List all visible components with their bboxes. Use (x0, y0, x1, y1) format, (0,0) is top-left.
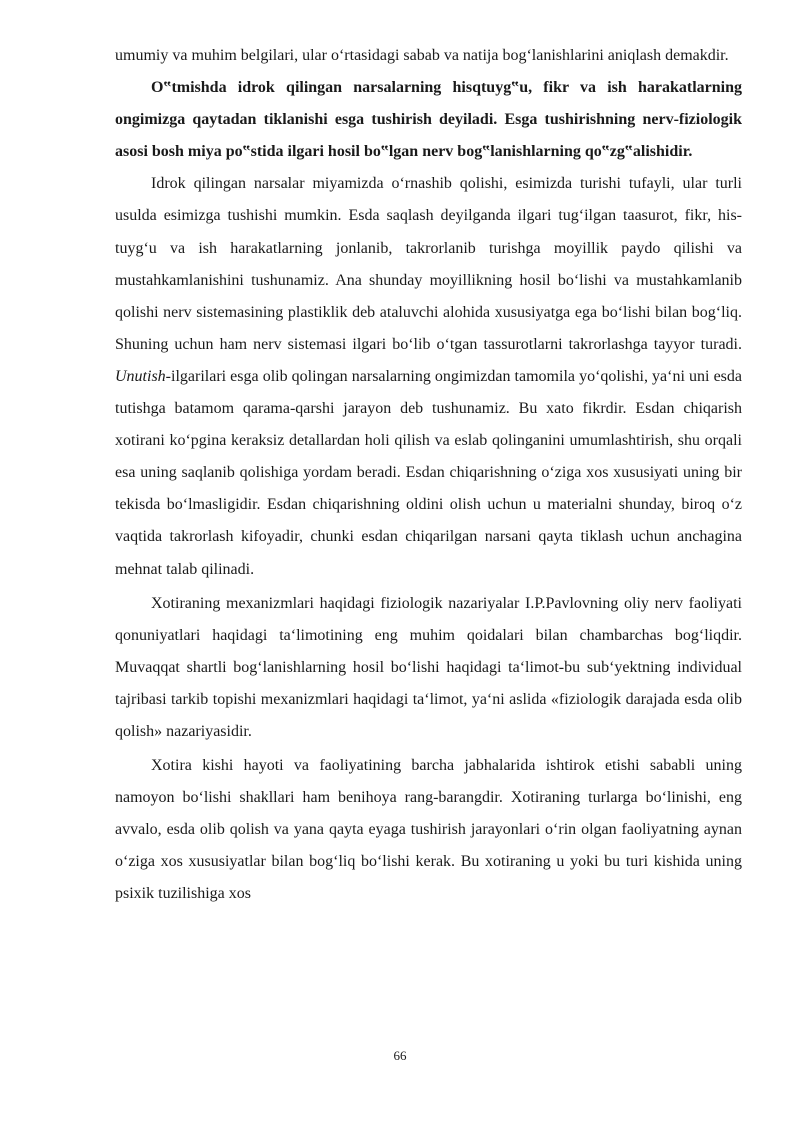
paragraph-definition-bold: O‟tmishda idrok qilingan narsalarning hisqtuyg‟u, fikr va ish harakatlarning ongimizga qaytadan tiklanishi esga tushirish deyiladi. Esga tushirishning nerv-fiziologik asosi bosh miya po‟stida ilgari hosil bo‟lgan nerv bog‟lanishlarning qo‟zg‟alishidir. (115, 79, 742, 161)
paragraph-memory-types: Xotira kishi hayoti va faoliyatining barcha jabhalarida ishtirok etishi sababli uning namoyon bo‘lishi shakllari ham benihoya rang-barangdir. Xotiraning turlarga bo‘linishi, eng avvalo, esda olib qolish va yana qayta eyaga tushirish jarayonlari o‘rin olgan faoliyatning aynan o‘ziga xos xususiyatlar bilan bog‘liq bo‘lishi kerak. Bu xotiraning u yoki bu turi kishida uning psixik tuzilishiga xos (115, 757, 742, 903)
paragraph-memory-text-after: -ilgarilari esga olib qolingan narsalarning ongimizdan tamomila yo‘qolishi, ya‘ni uni esda tutishga batamom qarama-qarshi jarayon deb tushunamiz. Bu xato fikrdir. Esdan chiqarish xotirani ko‘pgina keraksiz detallardan holi qilish va eslab qolinganini umumlashtirish, shu orqali esa uning saqlanib qolishiga yordam beradi. Esdan chiqarishning o‘ziga xos xususiyati uning bir tekisda bo‘lmasligidir. Esdan chiqarishning oldini olish uchun u materialni shunday, biroq o‘z vaqtida takrorlash kifoyadir, chunki esdan chiqarilgan narsani qayta tiklash uchun anchagina mehnat talab qilinadi. (115, 367, 742, 578)
paragraph-mechanisms: Xotiraning mexanizmlari haqidagi fiziologik nazariyalar I.P.Pavlovning oliy nerv faoliyati qonuniyatlari haqidagi ta‘limotining eng muhim qoidalari bilan chambarchas bog‘liqdir. Muvaqqat shartli bog‘lanishlarning hosil bo‘lishi haqidagi ta‘limot-bu sub‘yektning individual tajribasi tarkib topishi mexanizmlari haqidagi ta‘limot, ya‘ni aslida «fiziologik darajada esda olib qolish» nazariyasidir. (115, 594, 742, 740)
document-page (115, 40, 742, 911)
paragraph-memory-text-before: Idrok qilingan narsalar miyamizda o‘rnashib qolishi, esimizda turishi tufayli, ular turli usulda esimizga tushishi mumkin. Esda saqlash deyilganda ilgari tug‘ilgan taasurot, fikr, his-tuyg‘u va ish harakatlarning jonlanib, takrorlanib turishga moyillik paydo qilishi va mustahkamlanishini tushunamiz. Ana shunday moyillikning hosil bo‘lishi va mustahkamlanib qolishi nerv sistemasining plastiklik deb ataluvchi alohida xususiyatga ega bo‘lishi bilan bog‘liq. Shuning uchun ham nerv sistemasi ilgari bo‘lib o‘tgan tassurotlarni takrorlashga tayyor turadi. (115, 175, 742, 353)
page-number: 66 (393, 1048, 407, 1063)
term-unutish: Unutish (115, 367, 166, 385)
paragraph-memory-retention (115, 168, 742, 585)
paragraph-continuation: umumiy va muhim belgilari, ular o‘rtasidagi sabab va natija bog‘lanishlarini aniqlash demakdir. (115, 47, 729, 64)
